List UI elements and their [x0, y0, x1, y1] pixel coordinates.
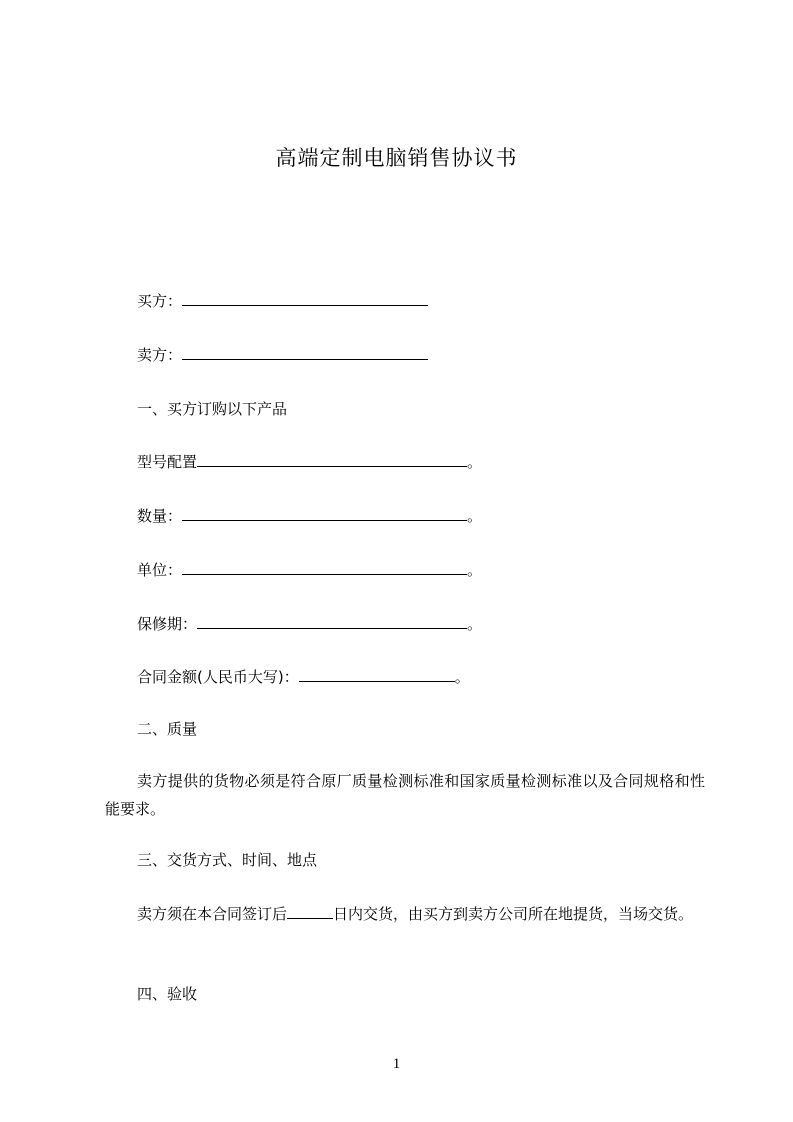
unit-period: 。 — [467, 561, 483, 579]
quantity-line — [137, 506, 482, 526]
unit-line — [137, 560, 482, 580]
document-title: 高端定制电脑销售协议书 — [275, 146, 518, 170]
section1-heading: 一、买方订购以下产品 — [137, 400, 288, 418]
delivery-days-blank[interactable] — [287, 904, 333, 919]
section3-text-before: 卖方须在本合同签订后 — [137, 905, 288, 923]
section3-heading: 三、交货方式、时间、地点 — [137, 851, 318, 869]
section2-paragraph: 卖方提供的货物必须是符合原厂质量检测标准和国家质量检测标准以及合同规格和性能要求。 — [105, 772, 705, 818]
page-number: 1 — [392, 1056, 401, 1072]
warranty-period: 。 — [467, 615, 483, 633]
section3-text-after: 日内交货，由买方到卖方公司所在地提货，当场交货。 — [333, 905, 694, 923]
buyer-blank[interactable] — [182, 291, 428, 306]
section4-heading: 四、验收 — [137, 985, 198, 1003]
quantity-label: 数量： — [137, 507, 183, 525]
model-line — [137, 452, 482, 472]
unit-blank[interactable] — [182, 560, 467, 575]
seller-line — [137, 345, 428, 365]
quantity-period: 。 — [467, 507, 483, 525]
buyer-line — [137, 291, 428, 311]
seller-blank[interactable] — [182, 345, 428, 360]
warranty-line — [137, 614, 482, 634]
warranty-label: 保修期： — [137, 615, 198, 633]
buyer-label: 买方： — [137, 292, 183, 310]
unit-label: 单位： — [137, 561, 183, 579]
amount-label: 合同金额(人民币大写)： — [137, 668, 299, 686]
section2-heading: 二、质量 — [137, 720, 198, 738]
amount-line — [137, 667, 470, 687]
amount-blank[interactable] — [299, 667, 455, 682]
model-label: 型号配置 — [137, 453, 198, 471]
quantity-blank[interactable] — [182, 506, 467, 521]
model-period: 。 — [467, 453, 483, 471]
seller-label: 卖方： — [137, 346, 183, 364]
warranty-blank[interactable] — [197, 614, 467, 629]
section3-paragraph — [105, 900, 705, 928]
model-blank[interactable] — [197, 452, 467, 467]
amount-period: 。 — [454, 668, 470, 686]
